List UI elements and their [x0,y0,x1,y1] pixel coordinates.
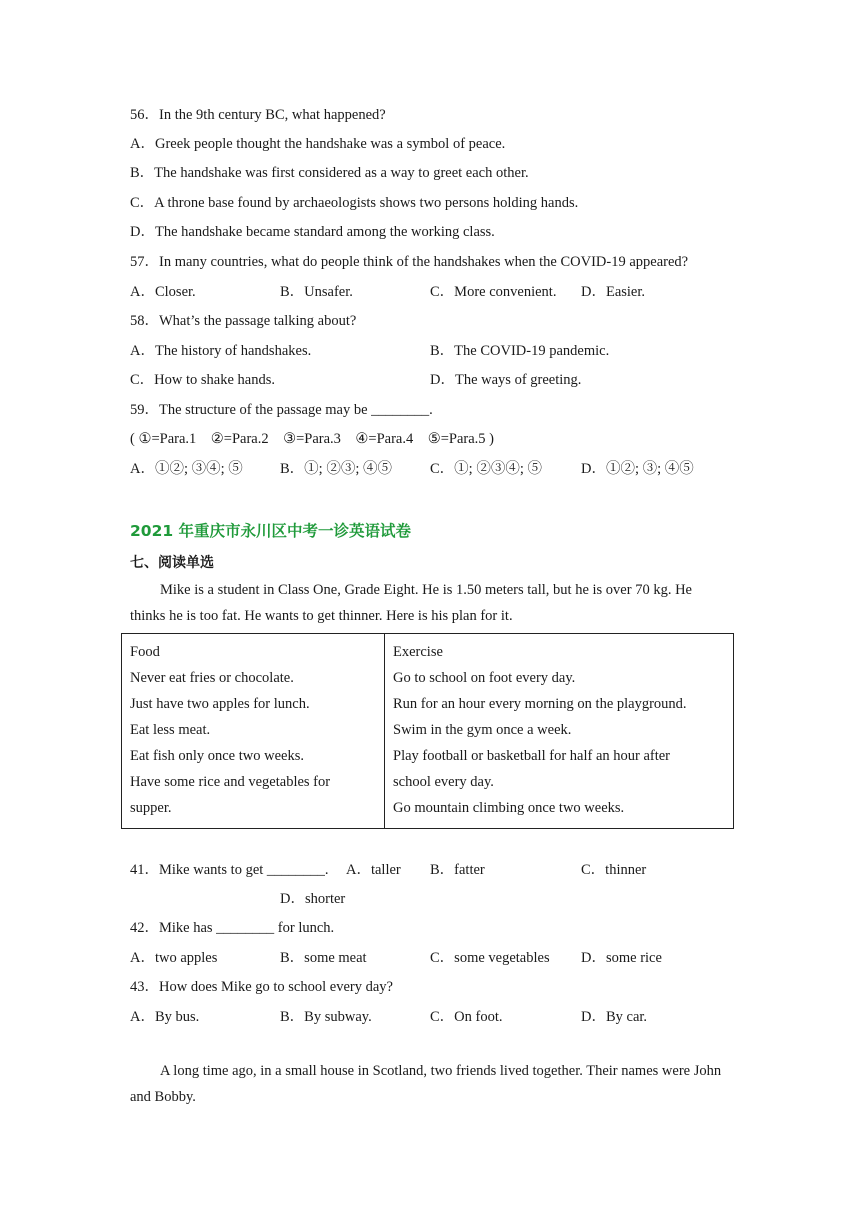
section-title: 七、阅读单选 [130,555,214,571]
q43-option-d: D．By car. [581,1009,648,1025]
food-item: supper. [130,800,172,816]
food-item: Eat less meat. [130,722,211,738]
q41-option-c: C．thinner [581,862,647,878]
q56-option-a: A．Greek people thought the handshake was a symbol of peace. [130,136,506,152]
q42-option-c: C．some vegetables [430,950,550,966]
food-item: Never eat fries or chocolate. [130,670,294,686]
q42-option-a: A．two apples [130,950,218,966]
q58-option-b: B．The COVID-19 pandemic. [430,343,610,359]
food-item: Have some rice and vegetables for [130,774,331,790]
q57-option-d: D．Easier. [581,284,646,300]
exercise-item: Run for an hour every morning on the playground. [393,696,687,712]
q43-option-b: B．By subway. [280,1009,372,1025]
plan-table [121,633,734,829]
question-43: 43．How does Mike go to school every day? [130,979,393,995]
q56-option-c: C．A throne base found by archaeologists shows two persons holding hands. [130,195,579,211]
q57-option-a: A．Closer. [130,284,196,300]
q41-option-b: B．fatter [430,862,485,878]
question-58: 58．What’s the passage talking about? [130,313,357,329]
question-56: 56．In the 9th century BC, what happened? [130,107,386,123]
food-header: Food [130,644,160,660]
q58-option-d: D．The ways of greeting. [430,372,582,388]
q43-option-c: C．On foot. [430,1009,503,1025]
food-item: Just have two apples for lunch. [130,696,310,712]
q59-option-b: B．①; ②③; ④⑤ [280,461,392,477]
exercise-item: school every day. [393,774,494,790]
q59-option-d: D．①②; ③; ④⑤ [581,461,694,477]
q59-option-c: C．①; ②③④; ⑤ [430,461,542,477]
q59-option-a: A．①②; ③④; ⑤ [130,461,243,477]
story-passage: A long time ago, in a small house in Scotland, two friends lived together. Their names were John and Bobby. [130,1063,722,1105]
question-41: 41．Mike wants to get ________. [130,862,329,878]
q56-option-d: D．The handshake became standard among the working class. [130,224,495,240]
exam-title: 2021 年重庆市永川区中考一诊英语试卷 [130,522,412,540]
q42-option-b: B．some meat [280,950,367,966]
exercise-column [385,634,734,829]
q41-option-a: A．taller [346,862,401,878]
food-column [122,634,385,829]
q42-option-d: D．some rice [581,950,662,966]
exercise-item: Play football or basketball for half an hour after [393,748,671,764]
q57-option-b: B．Unsafer. [280,284,353,300]
exercise-header: Exercise [393,644,443,660]
question-57: 57．In many countries, what do people think of the handshakes when the COVID-19 appeared? [130,254,689,270]
question-42: 42．Mike has ________ for lunch. [130,920,335,936]
question-59: 59．The structure of the passage may be ________. [130,402,433,418]
food-item: Eat fish only once two weeks. [130,748,304,764]
q58-option-a: A．The history of handshakes. [130,343,312,359]
exercise-item: Go mountain climbing once two weeks. [393,800,625,816]
intro-passage: Mike is a student in Class One, Grade Eight. He is 1.50 meters tall, but he is over 70 kg. He thinks he is too fat. He wants to get thinner. Here is his plan for it. [130,582,692,624]
q58-option-c: C．How to shake hands. [130,372,275,388]
exercise-item: Swim in the gym once a week. [393,722,572,738]
exercise-item: Go to school on foot every day. [393,670,576,686]
q56-option-b: B．The handshake was first considered as a way to greet each other. [130,165,529,181]
q59-paragraph-key: ( ①=Para.1 ②=Para.2 ③=Para.3 ④=Para.4 ⑤=Para.5 ) [130,431,494,447]
q41-option-d: D．shorter [280,891,346,907]
q57-option-c: C．More convenient. [430,284,557,300]
q43-option-a: A．By bus. [130,1009,200,1025]
